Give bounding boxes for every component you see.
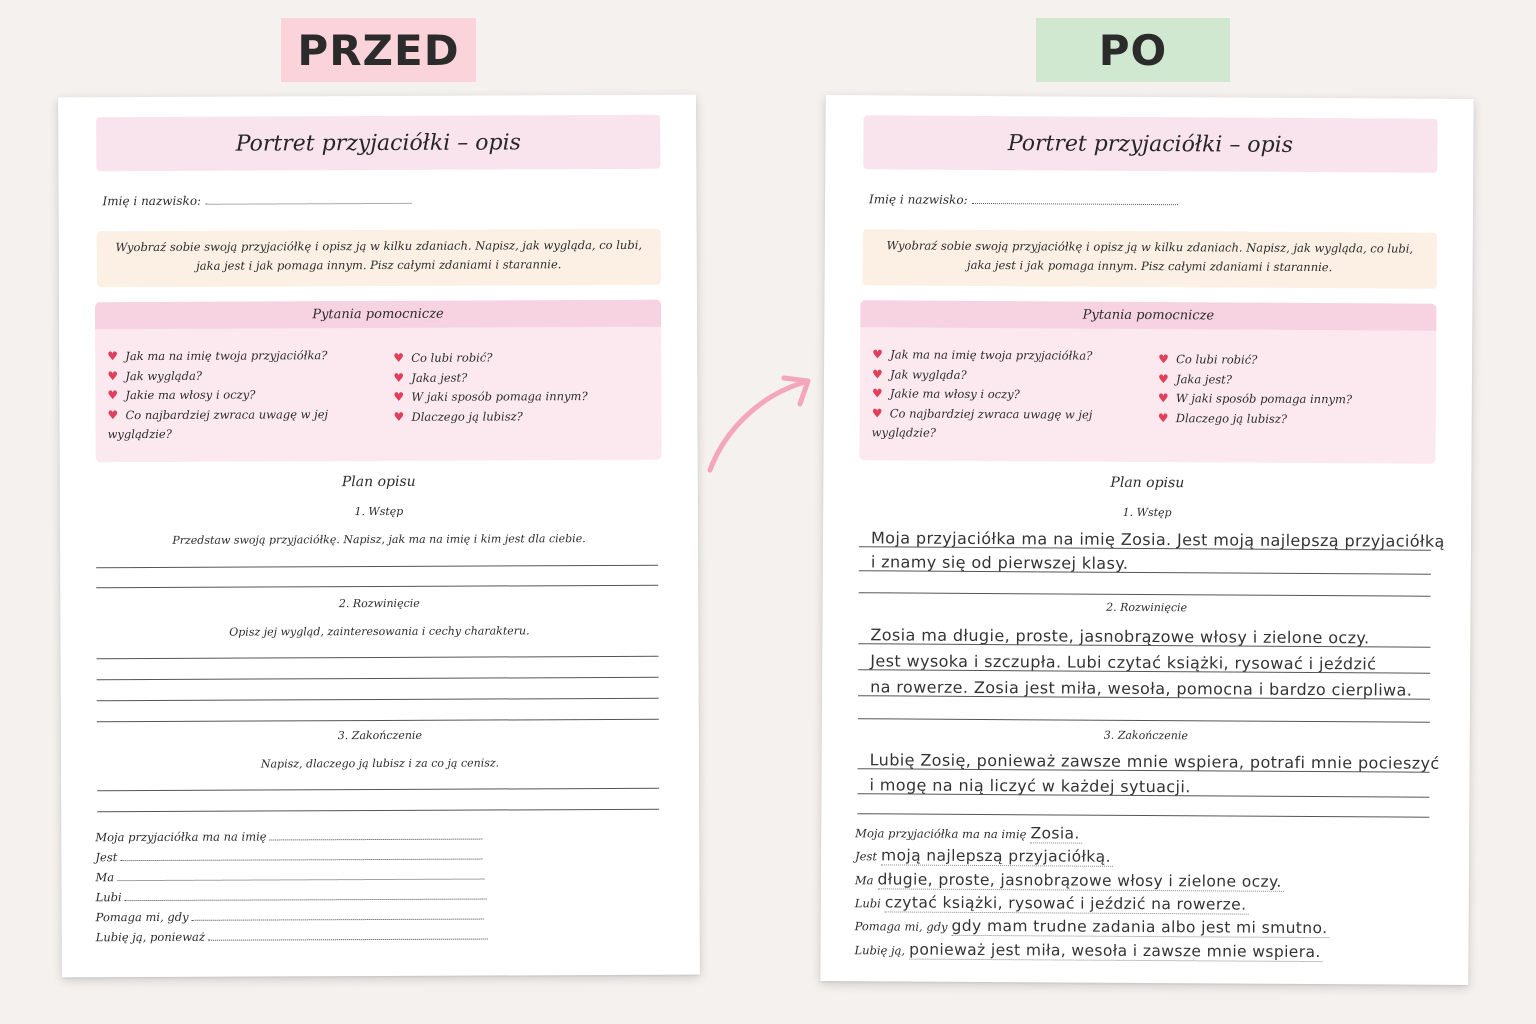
cloze-line[interactable]: Lubię ją, ponieważ jest miła, wesoła i zawsze mnie wspiera. — [854, 940, 1321, 962]
heart-icon: ♥ — [107, 388, 119, 403]
writing-line[interactable] — [97, 698, 659, 701]
handwritten-line: na rowerze. Zosia jest miła, wesoła, pomocna i bardzo cierpliwa. — [870, 677, 1413, 700]
helper-questions — [859, 300, 1436, 464]
heart-icon: ♥ — [1157, 410, 1169, 425]
writing-line[interactable] — [96, 585, 658, 588]
worksheet-after — [820, 95, 1473, 985]
question-item: ♥ Jakie ma włosy i oczy? — [872, 384, 1102, 405]
heart-icon: ♥ — [1158, 352, 1169, 367]
worksheet-before — [58, 95, 700, 978]
before-label: PRZED — [281, 18, 476, 82]
after-label: PO — [1036, 18, 1230, 82]
question-item: ♥ Jakie ma włosy i oczy? — [107, 385, 337, 406]
question-item: ♥ Jaka jest? — [1158, 370, 1418, 391]
arrow-icon — [700, 370, 820, 480]
handwritten-line: Jest wysoka i szczupła. Lubi czytać książki, rysować i jeździć — [870, 651, 1377, 674]
heart-icon: ♥ — [1157, 391, 1169, 406]
cloze-line[interactable]: Jest moją najlepszą przyjaciółką. — [855, 846, 1111, 866]
question-item: ♥ W jaki sposób pomaga innym? — [393, 387, 653, 408]
name-label: Imię i nazwisko: — [102, 193, 202, 209]
instructions: Wyobraź sobie swoją przyjaciółkę i opisz ją w kilku zdaniach. Napisz, jak wygląda, co lubi, jaka jest i jak pomaga innym. Pisz całymi zdaniami i starannie. — [97, 229, 661, 287]
question-item: ♥ Jak ma na imię twoja przyjaciółka? — [107, 346, 337, 367]
question-item: ♥ Jak wygląda? — [872, 365, 1102, 386]
section-intro-title: 1. Wstęp — [354, 504, 404, 519]
heart-icon: ♥ — [393, 370, 405, 385]
question-item: ♥ Co najbardziej zwraca uwagę w jej wyglądzie? — [871, 405, 1093, 440]
plan-title: Plan opisu — [341, 473, 416, 491]
heart-icon: ♥ — [871, 366, 883, 381]
handwritten-line: i znamy się od pierwszej klasy. — [870, 552, 1129, 573]
question-item: ♥ Jak wygląda? — [107, 366, 337, 387]
heart-icon: ♥ — [393, 409, 405, 424]
section-ending-title: 3. Zakończenie — [337, 728, 422, 743]
writing-line[interactable] — [97, 656, 659, 659]
writing-line[interactable] — [97, 809, 659, 812]
heart-icon: ♥ — [872, 347, 883, 362]
cloze-line[interactable]: Ma — [95, 869, 484, 885]
question-item: ♥ Jaka jest? — [393, 367, 653, 388]
questions-title: Pytania pomocnicze — [860, 300, 1436, 331]
question-item: ♥ Jak ma na imię twoja przyjaciółka? — [872, 345, 1102, 366]
cloze-line[interactable]: Pomaga mi, gdy — [96, 909, 484, 925]
section-body-title: 2. Rozwinięcie — [338, 596, 420, 611]
question-item: ♥ Co lubi robić? — [393, 348, 653, 369]
name-field[interactable] — [869, 192, 1178, 208]
cloze-line[interactable]: Moja przyjaciółka ma na imię — [95, 829, 482, 845]
section-body-title: 2. Rozwinięcie — [1106, 600, 1188, 615]
section-ending-hint: Napisz, dlaczego ją lubisz i za co ją cenisz. — [260, 756, 500, 771]
handwritten-line: Moja przyjaciółka ma na imię Zosia. Jest moją najlepszą przyjaciółką — [870, 528, 1445, 551]
plan-title: Plan opisu — [1110, 474, 1185, 492]
writing-line[interactable] — [858, 718, 1430, 722]
instructions: Wyobraź sobie swoją przyjaciółkę i opisz ją w kilku zdaniach. Napisz, jak wygląda, co lubi, jaka jest i jak pomaga innym. Pisz całymi zdaniami i starannie. — [863, 229, 1437, 289]
writing-line[interactable] — [857, 813, 1429, 817]
heart-icon: ♥ — [107, 368, 119, 383]
heart-icon: ♥ — [871, 405, 883, 420]
heart-icon: ♥ — [393, 389, 405, 404]
writing-line[interactable] — [859, 592, 1431, 596]
heart-icon: ♥ — [107, 349, 119, 364]
handwritten-line: Zosia ma długie, proste, jasnobrązowe włosy i zielone oczy. — [870, 625, 1370, 648]
cloze-line[interactable]: Moja przyjaciółka ma na imię Zosia. — [855, 824, 1080, 843]
worksheet-title: Portret przyjaciółki – opis — [863, 115, 1437, 173]
name-label: Imię i nazwisko: — [869, 192, 968, 207]
writing-line[interactable] — [97, 719, 659, 722]
section-intro-hint: Przedstaw swoją przyjaciółkę. Napisz, jak ma na imię i kim jest dla ciebie. — [172, 532, 586, 547]
cloze-line[interactable]: Pomaga mi, gdy gdy mam trudne zadania albo jest mi smutno. — [854, 916, 1328, 938]
section-intro-title: 1. Wstęp — [1122, 505, 1172, 520]
name-field[interactable] — [103, 193, 412, 208]
helper-questions — [95, 300, 662, 462]
heart-icon: ♥ — [107, 407, 119, 422]
section-ending-title: 3. Zakończenie — [1103, 728, 1188, 743]
question-item: ♥ Co lubi robić? — [1158, 350, 1418, 371]
cloze-line[interactable]: Lubi czytać książki, rysować i jeździć na rowerze. — [854, 893, 1247, 914]
cloze-line[interactable]: Jest — [95, 849, 482, 865]
handwritten-line: Lubię Zosię, ponieważ zawsze mnie wspiera, potrafi mnie pocieszyć — [869, 750, 1440, 773]
handwritten-line: i mogę na nią liczyć w każdej sytuacji. — [869, 775, 1191, 797]
heart-icon: ♥ — [871, 386, 883, 401]
writing-line[interactable] — [97, 677, 659, 680]
cloze-line[interactable]: Lubię ją, ponieważ — [96, 929, 488, 945]
section-body-hint: Opisz jej wygląd, zainteresowania i cechy charakteru. — [229, 624, 530, 639]
question-item: ♥ Dlaczego ją lubisz? — [393, 406, 653, 427]
heart-icon: ♥ — [1157, 371, 1169, 386]
cloze-line[interactable]: Ma długie, proste, jasnobrązowe włosy i zielone oczy. — [854, 870, 1282, 891]
heart-icon: ♥ — [393, 350, 405, 365]
question-item: ♥ W jaki sposób pomaga innym? — [1158, 389, 1418, 410]
question-item: ♥ Dlaczego ją lubisz? — [1158, 409, 1418, 430]
writing-line[interactable] — [97, 788, 659, 791]
worksheet-title: Portret przyjaciółki – opis — [96, 115, 660, 171]
questions-title: Pytania pomocnicze — [95, 300, 661, 329]
question-item: ♥ Co najbardziej zwraca uwagę w jej wyglądzie? — [107, 406, 329, 442]
cloze-line[interactable]: Lubi — [96, 889, 487, 905]
writing-line[interactable] — [96, 565, 658, 568]
